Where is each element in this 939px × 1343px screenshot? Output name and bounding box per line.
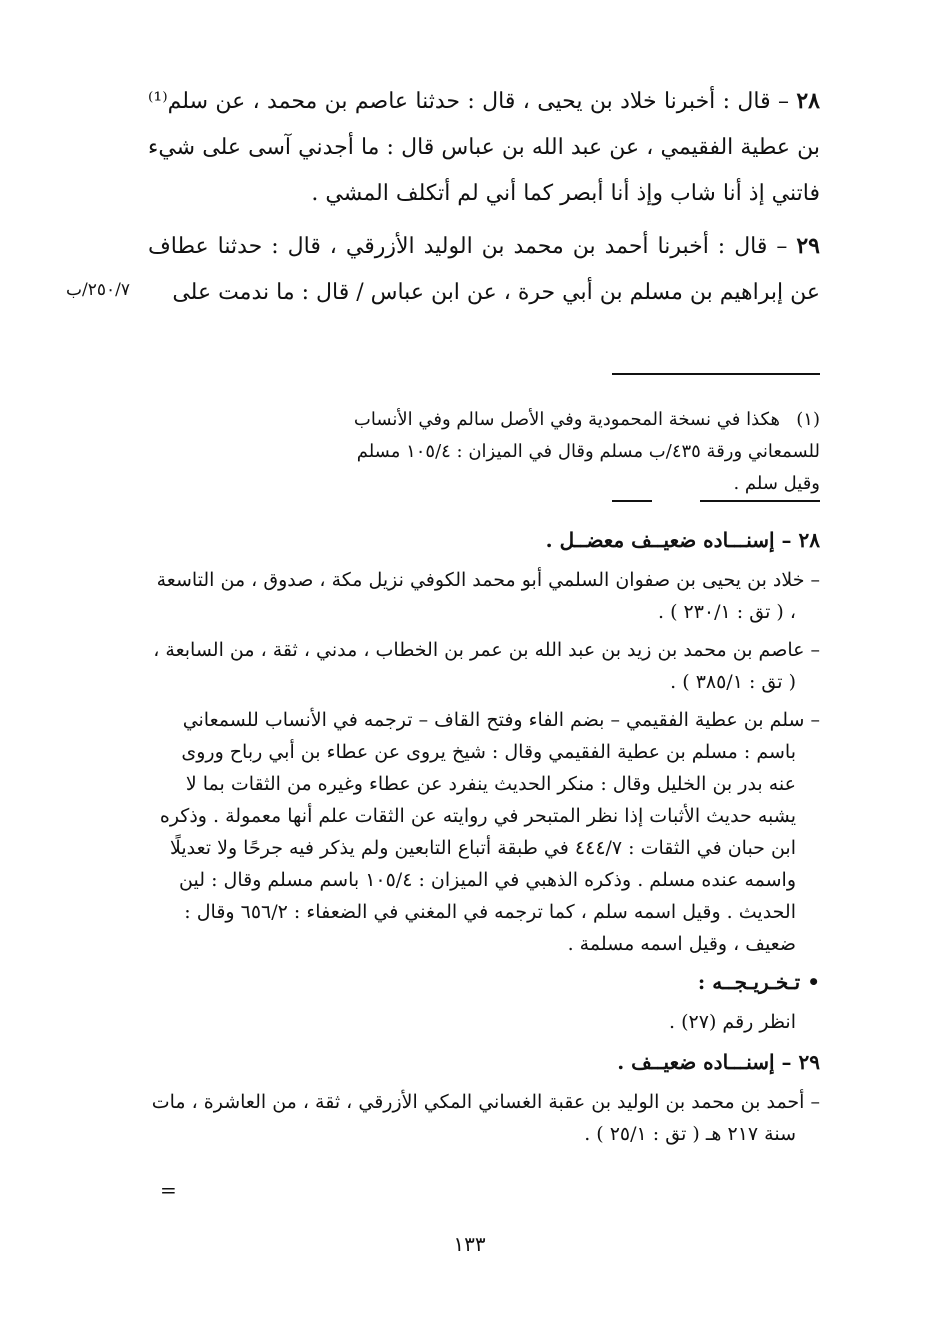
- footnote-separator: [612, 373, 820, 375]
- takhrij-heading: • تـخـريـجــه :: [697, 970, 820, 994]
- hadith-text: – قال : أخبرنا أحمد بن محمد بن الوليد الأزرقي ، قال : حدثنا عطاف عن إبراهيم بن مسلم بن أبي حرة ، عن ابن عباس / قال : ما ندمت على: [148, 234, 820, 305]
- main-text: [148, 78, 820, 322]
- section-heading-29: ٢٩ – إسنـــاده ضعيــف .: [617, 1050, 820, 1074]
- footnote: [330, 404, 820, 500]
- hadith-text: – قال : أخبرنا خلاد بن يحيى ، قال : حدثنا عاصم بن محمد ، عن سلم⁽¹⁾ بن عطية الفقيمي ، عن عبد الله بن عباس قال : ما أجدني آسى على شيء فاتني إذ أنا شاب وإذ أنا أبصر كما أني لم أتكلف المشي .: [148, 89, 820, 206]
- continuation-mark: =: [160, 1178, 177, 1202]
- hadith-number: ٢٩: [796, 233, 820, 259]
- footnote-text: هكذا في نسخة المحمودية وفي الأصل سالم وفي الأنساب للسمعاني ورقة ٤٣٥/ب مسلم وقال في الميزان : ١٠٥/٤ مسلم وقيل سلم .: [353, 409, 820, 494]
- narrator-item: – أحمد بن محمد بن الوليد بن عقبة الغساني المكي الأزرقي ، ثقة ، من العاشرة ، مات سنة ٢١٧ هـ ( تق : ٢٥/١ ) .: [151, 1091, 820, 1145]
- takhrij-text: انظر رقم (٢٧) .: [669, 1011, 796, 1033]
- footnote-number: (١): [796, 409, 820, 430]
- narrator-item: – خلاد بن يحيى بن صفوان السلمي أبو محمد الكوفي نزيل مكة ، صدوق ، من التاسعة ، ( تق : ٢٣٠/١ ) .: [156, 569, 820, 623]
- section-heading-28: ٢٨ – إسنـــاده ضعيــف معضــل .: [545, 528, 820, 552]
- hadith-29: [148, 223, 820, 316]
- commentary: [150, 520, 820, 1156]
- hadith-number: ٢٨: [796, 88, 820, 114]
- commentary-separator-dash: [612, 500, 652, 502]
- hadith-28: [148, 78, 820, 217]
- narrator-item: – سلم بن عطية الفقيمي – بضم الفاء وفتح القاف – ترجمه في الأنساب للسمعاني باسم : مسلم بن عطية الفقيمي وقال : شيخ يروى عن عطاء بن أبي رباح وروى عنه بدر بن الخليل وقال : منكر الحديث ينفرد عن عطاء وغيره من الثقات بما لا يشبه حديث الأثبات إذا نظر المتبحر في روايته عن الثقات علم أنها معمولة . وذكره ابن حبان في الثقات : ٤٤٤/٧ في طبقة أتباع التابعين ولم يذكر فيه جرحًا ولا تعديلًا واسمه عنده مسلم . وذكره الذهبي في الميزان : ١٠٥/٤ باسم مسلم وقال : لين الحديث . وقيل اسمه سلم ، كما ترجمه في المغني في الضعفاء : ٦٥٦/٢ وقال : ضعيف ، وقيل اسمه مسلمة .: [159, 709, 820, 955]
- margin-folio-note: ٢٥٠/٧/ب: [66, 280, 130, 300]
- commentary-separator: [700, 500, 820, 502]
- page-number: ١٣٣: [453, 1232, 486, 1256]
- narrator-item: – عاصم بن محمد بن زيد بن عبد الله بن عمر بن الخطاب ، مدني ، ثقة ، من السابعة ، ( تق : ٣٨٥/١ ) .: [153, 639, 820, 693]
